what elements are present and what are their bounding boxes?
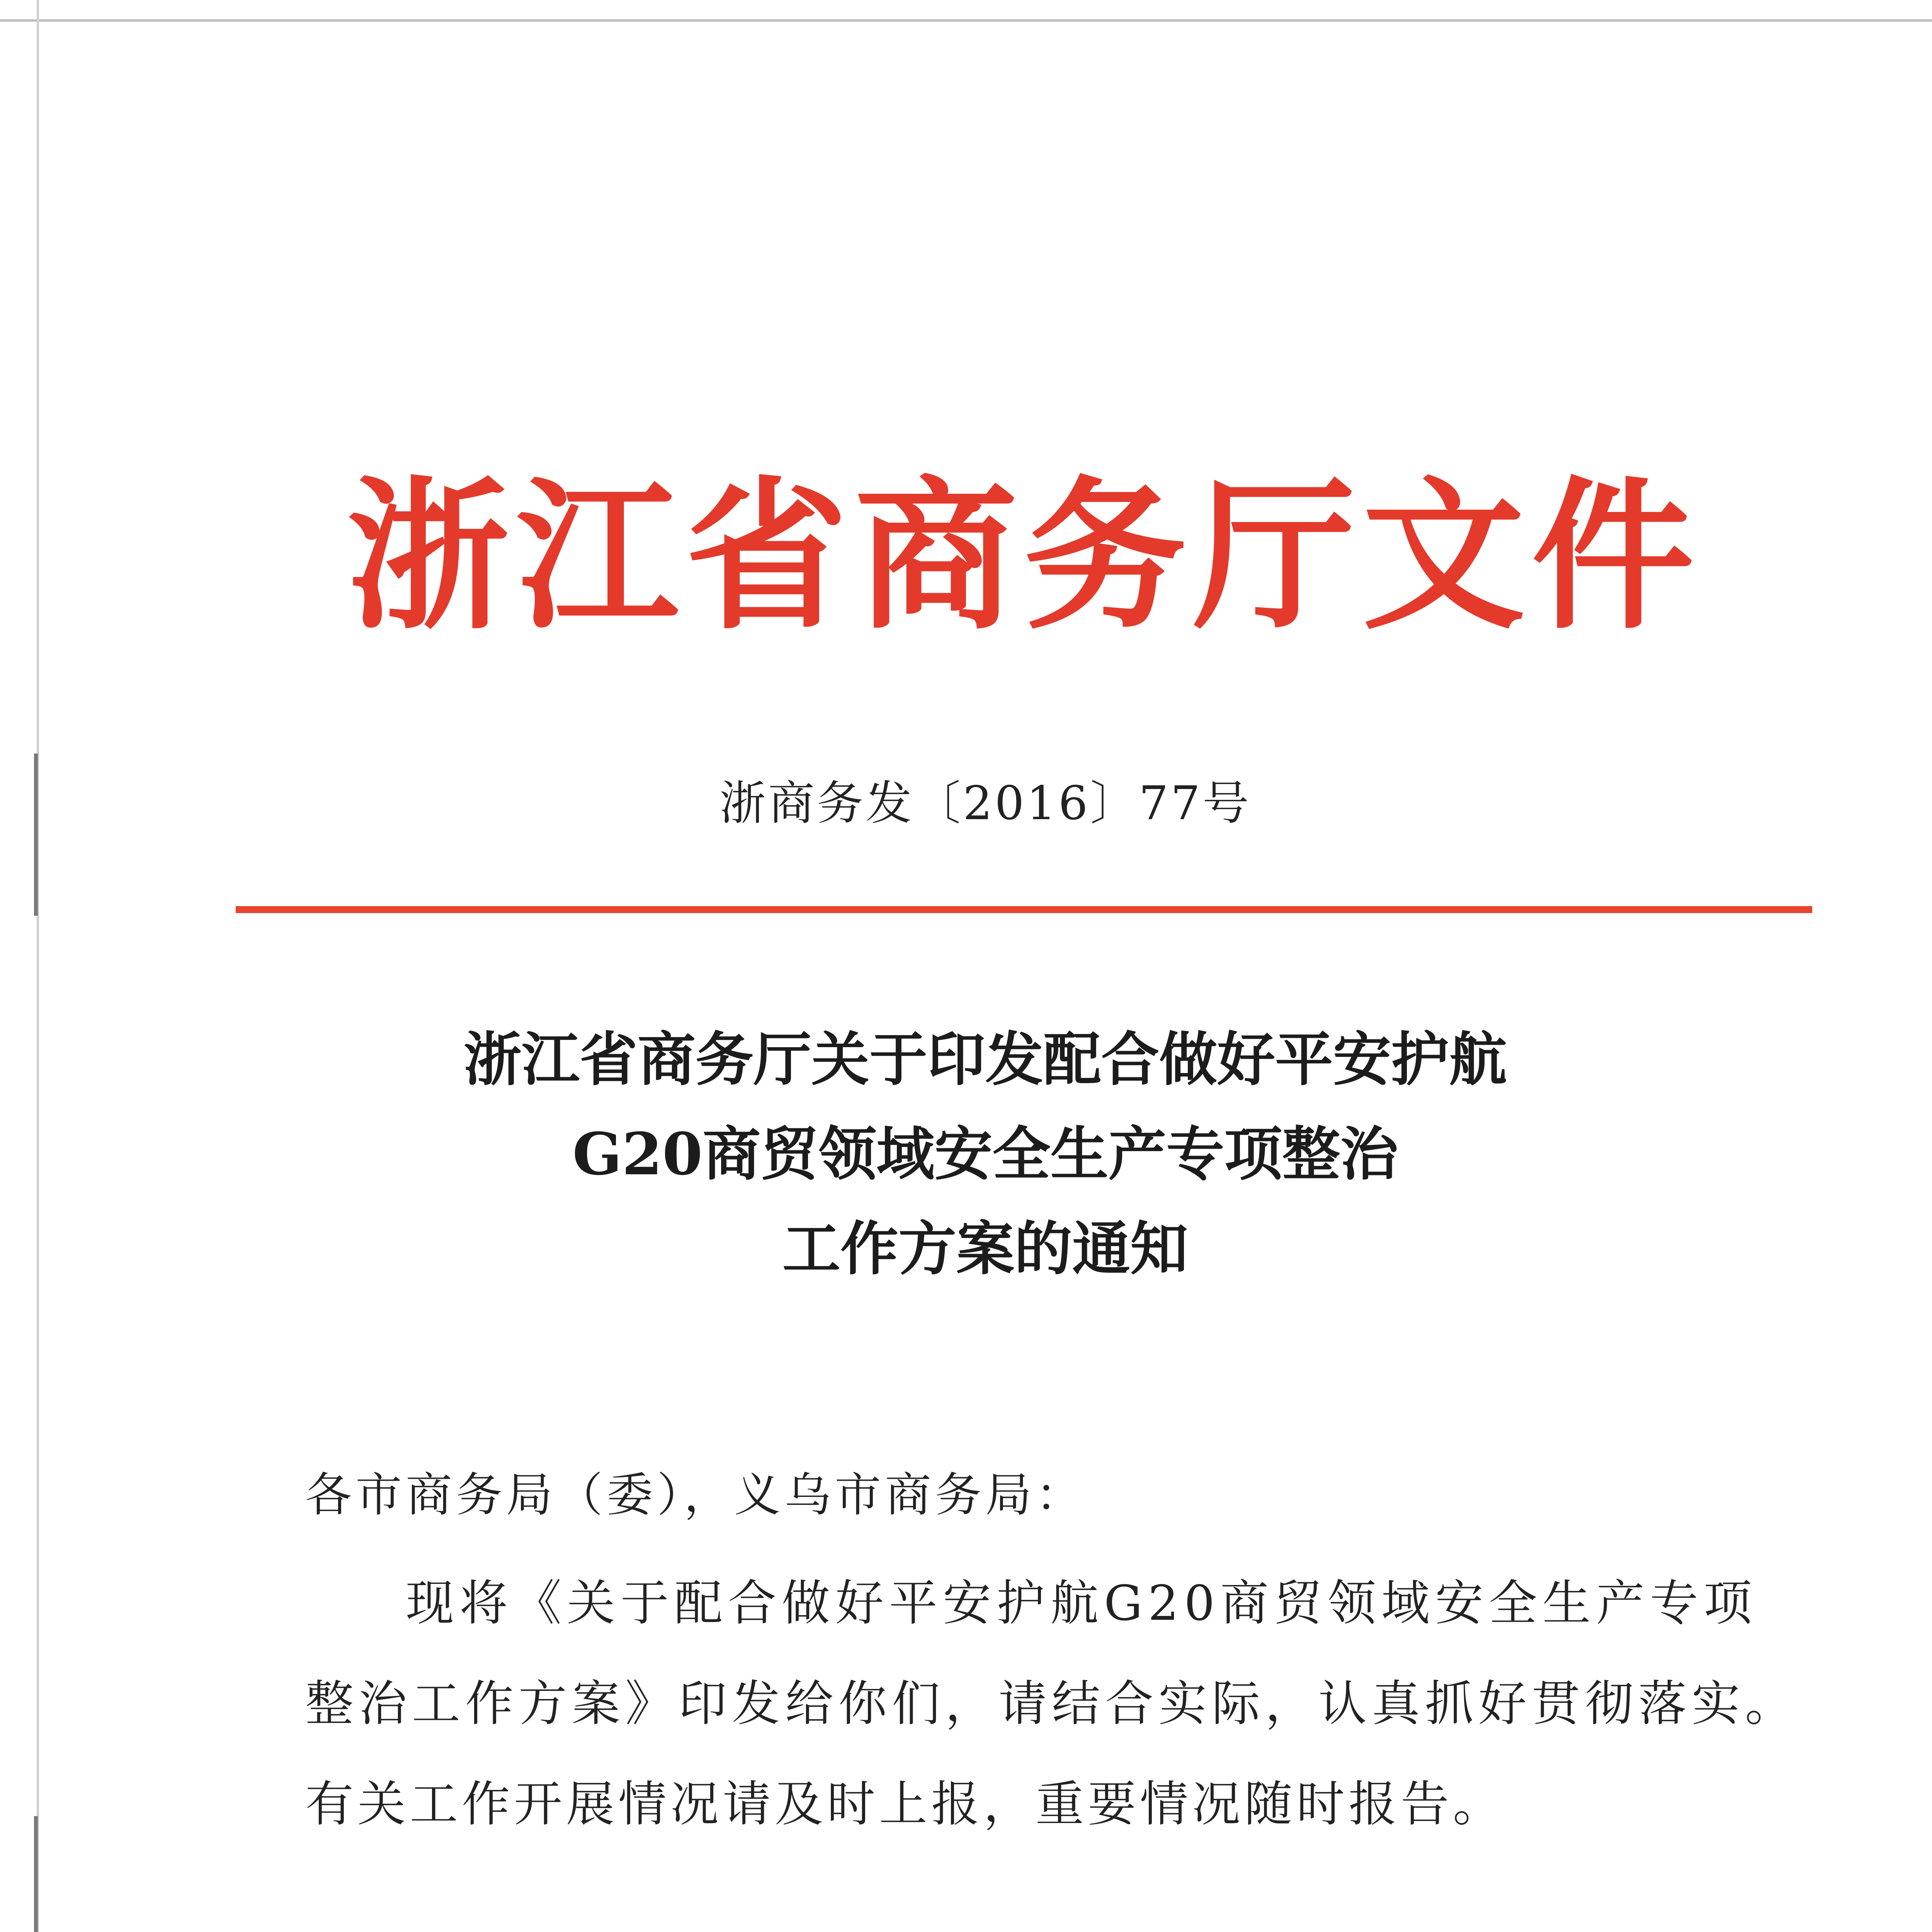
title-line-2: G20商贸领域安全生产专项整治: [572, 1120, 1398, 1188]
body-line-2: 整治工作方案》印发给你们，请结合实际，认真抓好贯彻落实。: [305, 1676, 1798, 1732]
document-number: 浙商务发〔2016〕77号: [719, 777, 1252, 830]
title-line-1: 浙江省商务厅关于印发配合做好平安护航: [463, 1026, 1507, 1094]
salutation: 各市商务局（委），义乌市商务局：: [305, 1468, 1086, 1522]
binding-mark-lower: [34, 1816, 38, 1932]
binding-mark-upper: [34, 753, 38, 916]
red-separator-rule: [236, 906, 1812, 913]
masthead-title: 浙江省商务厅文件: [347, 461, 1701, 651]
page-edge-top: [0, 19, 1932, 22]
body-line-1: 现将《关于配合做好平安护航G20商贸领域安全生产专项: [406, 1575, 1757, 1631]
notice-title: [155, 1012, 1816, 1296]
page-edge-left: [37, 0, 39, 1932]
body-line-3: 有关工作开展情况请及时上报，重要情况随时报告。: [305, 1776, 1505, 1832]
title-line-3: 工作方案的通知: [782, 1215, 1188, 1283]
